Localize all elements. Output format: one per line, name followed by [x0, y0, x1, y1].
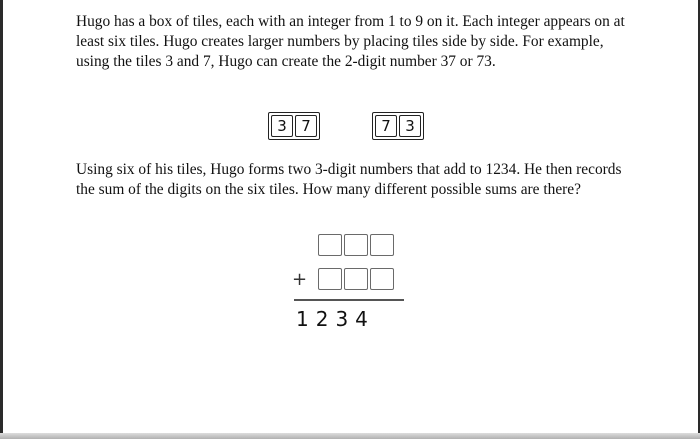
empty-tile — [318, 234, 342, 256]
addition-diagram — [290, 234, 410, 344]
second-number-tiles — [318, 268, 396, 290]
digit-tile: 7 — [375, 115, 397, 137]
tile-example-73 — [372, 112, 424, 140]
tile-example-37 — [268, 112, 320, 140]
digit-tile: 3 — [399, 115, 421, 137]
plus-sign: + — [292, 269, 308, 290]
window-border-bottom — [0, 433, 700, 439]
digit-tile: 7 — [295, 115, 317, 137]
empty-tile — [370, 268, 394, 290]
empty-tile — [344, 268, 368, 290]
problem-intro-text: Hugo has a box of tiles, each with an integer from 1 to 9 on it. Each integer appears on at least six tiles. Hugo creates larger numbers by placing tiles side by side. For example, using the tiles 3 and 7, Hugo can create the 2-digit number 37 or 73. — [76, 13, 625, 70]
digit-tile: 3 — [271, 115, 293, 137]
sum-result: 1234 — [296, 307, 375, 331]
sum-line — [294, 299, 404, 301]
problem-question-text: Using six of his tiles, Hugo forms two 3-digit numbers that add to 1234. He then records the sum of the digits on the six tiles. How many different possible sums are there? — [76, 161, 622, 198]
window-border-left — [0, 0, 3, 439]
first-number-tiles — [318, 234, 396, 256]
empty-tile — [318, 268, 342, 290]
empty-tile — [370, 234, 394, 256]
empty-tile — [344, 234, 368, 256]
